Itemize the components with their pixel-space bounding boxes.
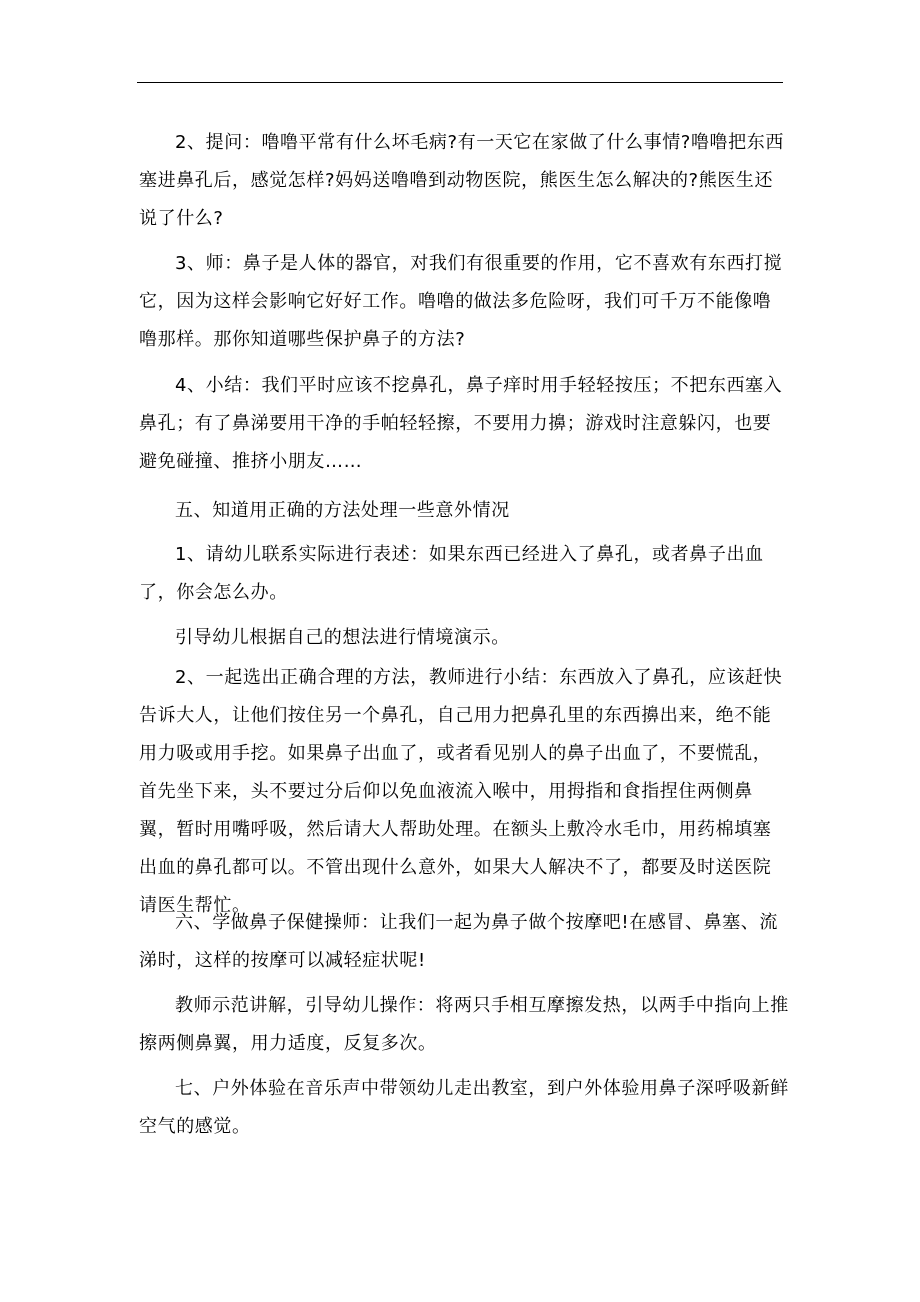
paragraph-guide-demo: 引导幼儿根据自己的想法进行情境演示。: [175, 627, 510, 648]
section-heading-six: 六、学做鼻子保健操师：让我们一起为鼻子做个按摩吧!在感冒、鼻塞、流涕时，这样的按摩可以减轻症状呢!: [139, 912, 779, 971]
paragraph-teacher-demo: 教师示范讲解，引导幼儿操作：将两只手相互摩擦发热，以两手中指向上推擦两侧鼻翼，用力适度，反复多次。: [139, 995, 789, 1054]
section-heading-seven: 七、户外体验在音乐声中带领幼儿走出教室，到户外体验用鼻子深呼吸新鲜空气的感觉。: [139, 1078, 789, 1137]
header-rule: [137, 82, 783, 83]
paragraph-question: 2、提问：噜噜平常有什么坏毛病?有一天它在家做了什么事情?噜噜把东西塞进鼻孔后，感觉怎样?妈妈送噜噜到动物医院，熊医生怎么解决的?熊医生还说了什么?: [139, 132, 784, 229]
paragraph-correct-method: 2、一起选出正确合理的方法，教师进行小结：东西放入了鼻孔，应该赶快告诉大人，让他们按住另一个鼻孔，自己用力把鼻孔里的东西擤出来，绝不能用力吸或用手挖。如果鼻子出血了，或者看见别人的鼻子出血了，不要慌乱，首先坐下来，头不要过分后仰以免血液流入喉中，用拇指和食指捏住两侧鼻翼，暂时用嘴呼吸，然后请大人帮助处理。在额头上敷冷水毛巾，用药棉填塞出血的鼻孔都可以。不管出现什么意外，如果大人解决不了，都要及时送医院请医生帮忙。: [139, 667, 783, 916]
paragraph-teacher-explanation: 3、师：鼻子是人体的器官，对我们有很重要的作用，它不喜欢有东西打搅它，因为这样会影响它好好工作。噜噜的做法多危险呀，我们可千万不能像噜噜那样。那你知道哪些保护鼻子的方法?: [139, 253, 783, 350]
paragraph-summary: 4、小结：我们平时应该不挖鼻孔，鼻子痒时用手轻轻按压；不把东西塞入鼻孔；有了鼻涕要用干净的手帕轻轻擦，不要用力擤；游戏时注意躲闪，也要避免碰撞、推挤小朋友……: [139, 375, 783, 472]
section-heading-five: 五、知道用正确的方法处理一些意外情况: [175, 500, 510, 521]
paragraph-describe: 1、请幼儿联系实际进行表述：如果东西已经进入了鼻孔，或者鼻子出血了，你会怎么办。: [139, 544, 764, 603]
